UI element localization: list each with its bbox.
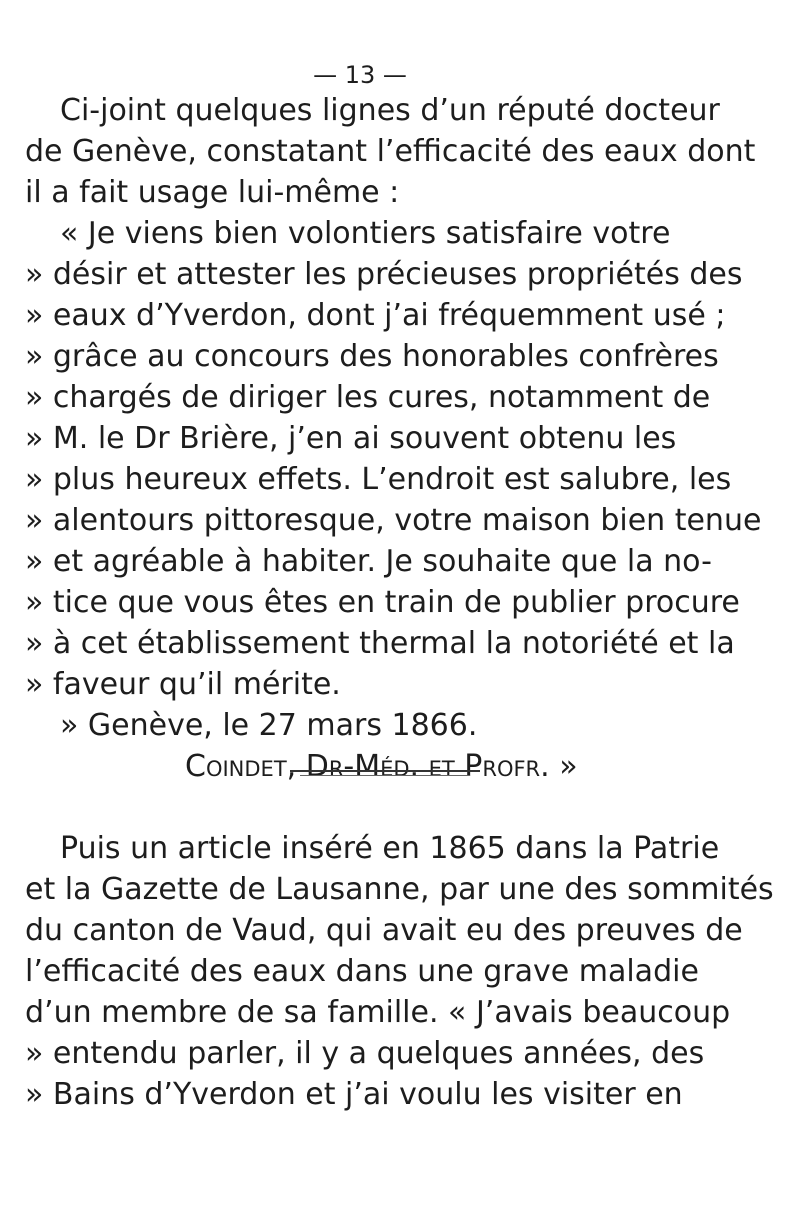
- signature-line: Coindet, Dr-Méd. et Profr. »: [185, 749, 578, 784]
- text-line: de Genève, constatant l’efficacité des eaux dont: [25, 134, 756, 169]
- text-line: Puis un article inséré en 1865 dans la Patrie: [60, 831, 720, 866]
- text-line: » chargés de diriger les cures, notamment de: [25, 380, 711, 415]
- text-line: » entendu parler, il y a quelques années, des: [25, 1036, 705, 1071]
- text-line: » alentours pittoresque, votre maison bien tenue: [25, 503, 762, 538]
- text-line: » M. le Dr Brière, j’en ai souvent obtenu les: [25, 421, 677, 456]
- page-number: — 13 —: [313, 61, 407, 89]
- text-line: d’un membre de sa famille. « J’avais beaucoup: [25, 995, 731, 1030]
- text-line: » désir et attester les précieuses propriétés des: [25, 257, 743, 292]
- text-line: » faveur qu’il mérite.: [25, 667, 341, 702]
- text-line: » eaux d’Yverdon, dont j’ai fréquemment usé ;: [25, 298, 726, 333]
- text-line: » Genève, le 27 mars 1866.: [60, 708, 478, 743]
- text-line: » tice que vous êtes en train de publier procure: [25, 585, 740, 620]
- text-line: Ci-joint quelques lignes d’un réputé docteur: [60, 93, 720, 128]
- text-line: du canton de Vaud, qui avait eu des preuves de: [25, 913, 743, 948]
- text-line: l’efficacité des eaux dans une grave maladie: [25, 954, 699, 989]
- text-line: et la Gazette de Lausanne, par une des sommités: [25, 872, 774, 907]
- text-line: » plus heureux effets. L’endroit est salubre, les: [25, 462, 732, 497]
- text-line: il a fait usage lui-même :: [25, 175, 400, 210]
- text-line: » grâce au concours des honorables confrères: [25, 339, 719, 374]
- text-line: » et agréable à habiter. Je souhaite que la no-: [25, 544, 712, 579]
- text-line: » Bains d’Yverdon et j’ai voulu les visiter en: [25, 1077, 683, 1112]
- text-line: « Je viens bien volontiers satisfaire votre: [60, 216, 671, 251]
- separator-rule: [290, 770, 480, 772]
- text-line: » à cet établissement thermal la notoriété et la: [25, 626, 735, 661]
